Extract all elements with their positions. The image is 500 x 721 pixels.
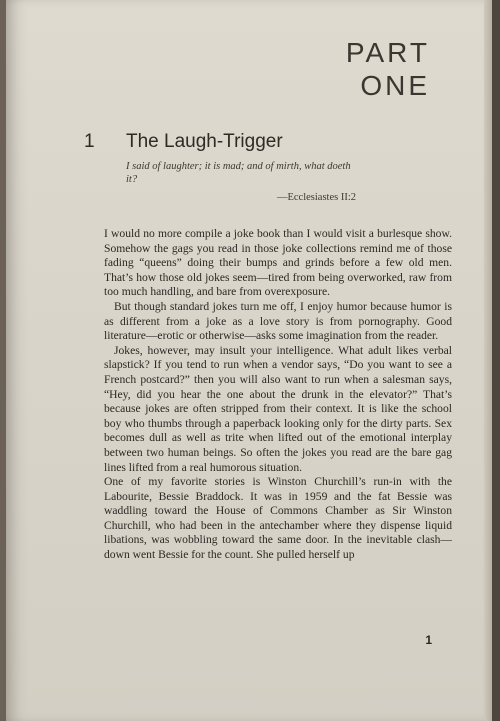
paragraph: I would no more compile a joke book than I would visit a burlesque show. Somehow the gags you read in those joke collections remind me of those fading “queens” doing their bumps and grinds before a few old men. That’s how those old jokes seem—tired from being overworked, raw from too much handling, and bare from overexposure.: [104, 227, 452, 299]
part-label: PART: [345, 37, 430, 68]
chapter-title: The Laugh-Trigger: [126, 131, 283, 152]
body-text: [104, 227, 452, 563]
part-heading: [346, 36, 430, 102]
epigraph-quote: I said of laughter; it is mad; and of mirth, what doeth it?: [126, 161, 351, 185]
paragraph: But though standard jokes turn me off, I enjoy humor because humor is as different from a joke as a love story is from pornography. Good literature—erotic or otherwise—asks some imagination from the reader.: [104, 299, 452, 343]
page-number: 1: [425, 633, 432, 647]
epigraph: [126, 160, 356, 204]
chapter-heading: [84, 131, 283, 153]
book-page: [6, 0, 492, 721]
epigraph-source: —Ecclesiastes II:2: [276, 192, 356, 203]
part-number: ONE: [360, 70, 430, 101]
paragraph: One of my favorite stories is Winston Churchill’s run-in with the Labourite, Bessie Braddock. It was in 1959 and the fat Bessie was waddling toward the House of Commons Chamber as Sir Winston Churchill, who had been in the antechamber where they dispense liquid libations, was wobbling toward the same door. In the inevitable clash—down went Bessie for the count. She pulled herself up: [104, 475, 452, 562]
chapter-number: 1: [84, 131, 95, 152]
paragraph: Jokes, however, may insult your intelligence. What adult likes verbal slapstick? If you tend to run when a vendor says, “Do you want to see a French postcard?” then you will also want to run when a salesman says, “Hey, did you hear the one about the drunk in the elevator?” That’s because jokes are often stripped from their context. It is like the school boy who thumbs through a paperback looking only for the dirty parts. Sex becomes dull as well as trite when lifted out of the emotional interplay between two human beings. So often the jokes you read are the bare gag lines lifted from a real humorous situation.: [104, 343, 452, 474]
page-edge: [484, 0, 492, 721]
